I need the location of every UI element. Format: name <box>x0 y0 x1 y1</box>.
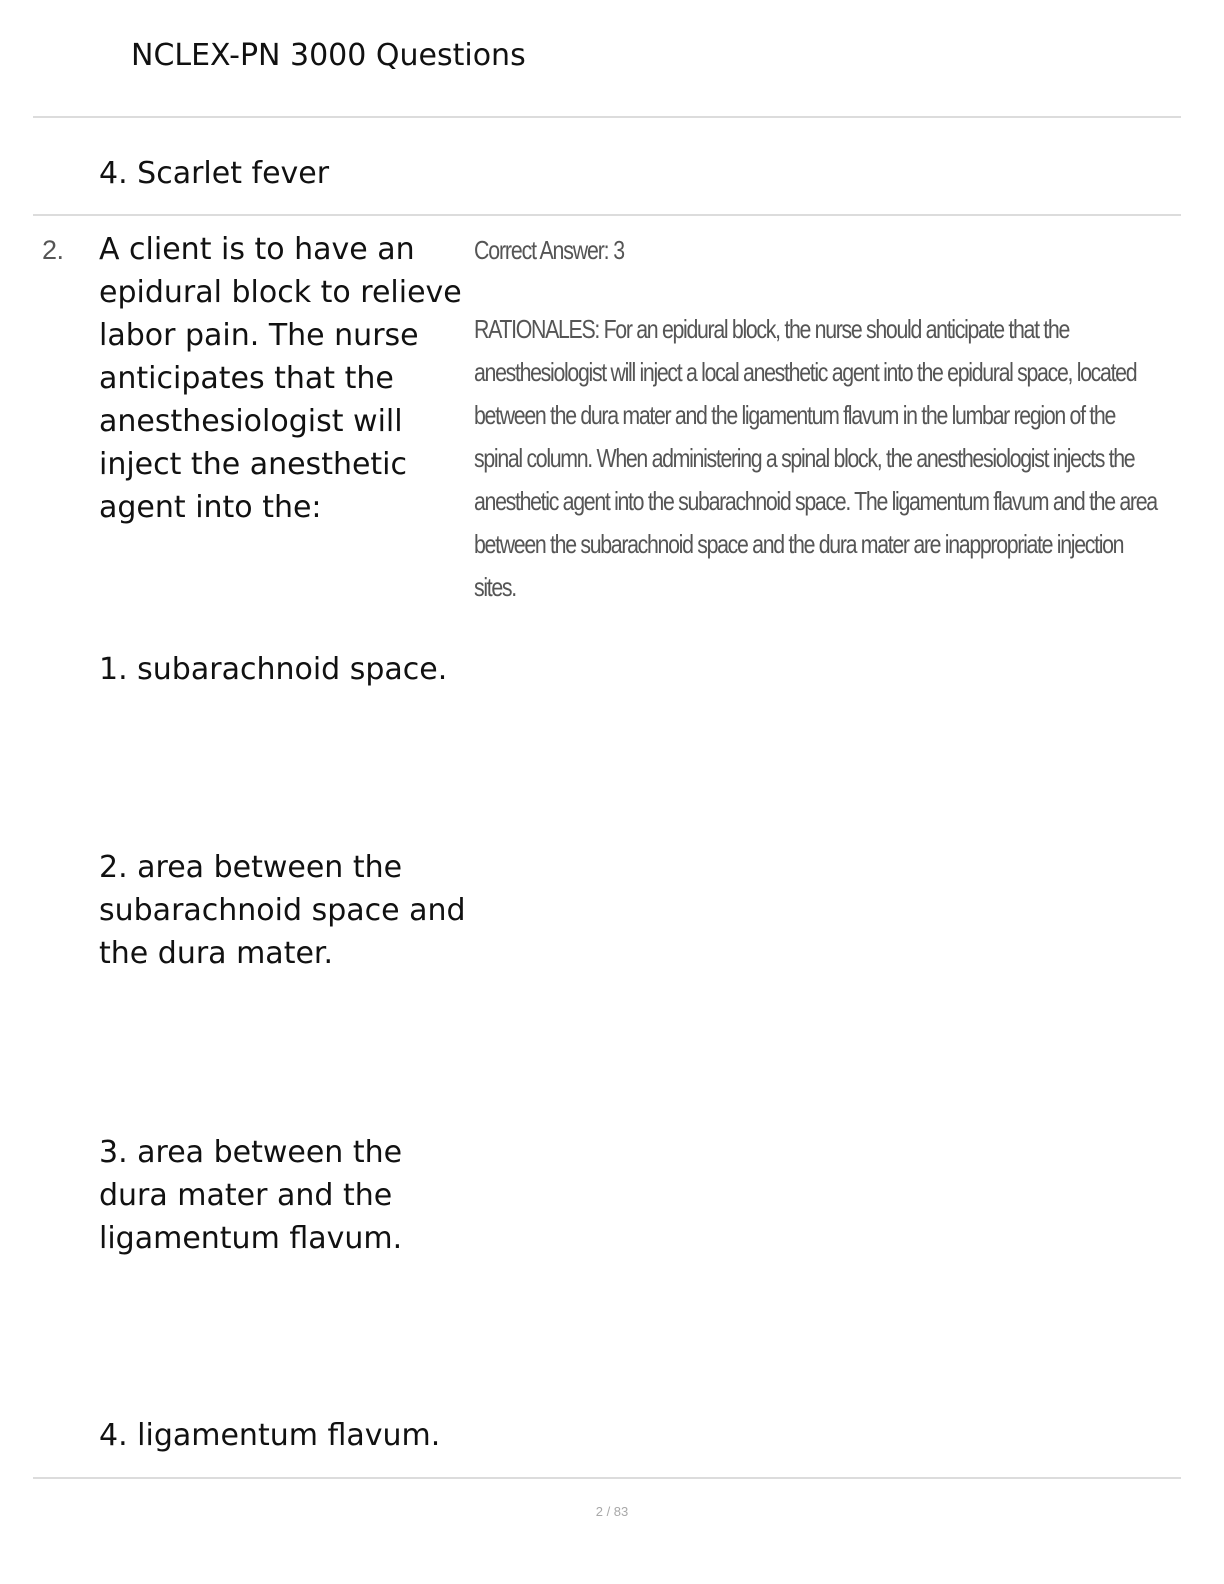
answer-option-2: 2. area between the subarachnoid space and the dura mater. <box>99 850 466 971</box>
rationale-text: RATIONALES: For an epidural block, the nurse should anticipate that the anesthesiologist will inject a local anesthetic agent into the epidural space, located between the dura mater and the ligamentum flavum in the lumbar region of the spinal column. When administering a spinal block, the anesthesiologist injects the anesthetic agent into the subarachnoid space. The ligamentum flavum and the area between the subarachnoid space and the dura mater are inappropriate injection sites. <box>474 314 1157 602</box>
answer-option-1: 1. subarachnoid space. <box>99 652 448 687</box>
page-number: 2 / 83 <box>595 1504 629 1519</box>
divider-bottom <box>33 1477 1181 1479</box>
answer-option-3: 3. area between the dura mater and the ligamentum flavum. <box>99 1135 403 1256</box>
answer-panel <box>474 230 1174 609</box>
correct-answer: Correct Answer: 3 <box>474 235 624 265</box>
question-stem: A client is to have an epidural block to relieve labor pain. The nurse anticipates that the anesthesiologist will inject the anesthetic agent into the: <box>99 232 462 525</box>
divider-top <box>33 116 1181 118</box>
divider-question <box>33 214 1181 216</box>
previous-question-option: 4. Scarlet fever <box>99 156 330 191</box>
question-number: 2. <box>42 235 64 265</box>
answer-option-4: 4. ligamentum flavum. <box>99 1418 441 1453</box>
document-title: NCLEX-PN 3000 Questions <box>131 38 526 73</box>
